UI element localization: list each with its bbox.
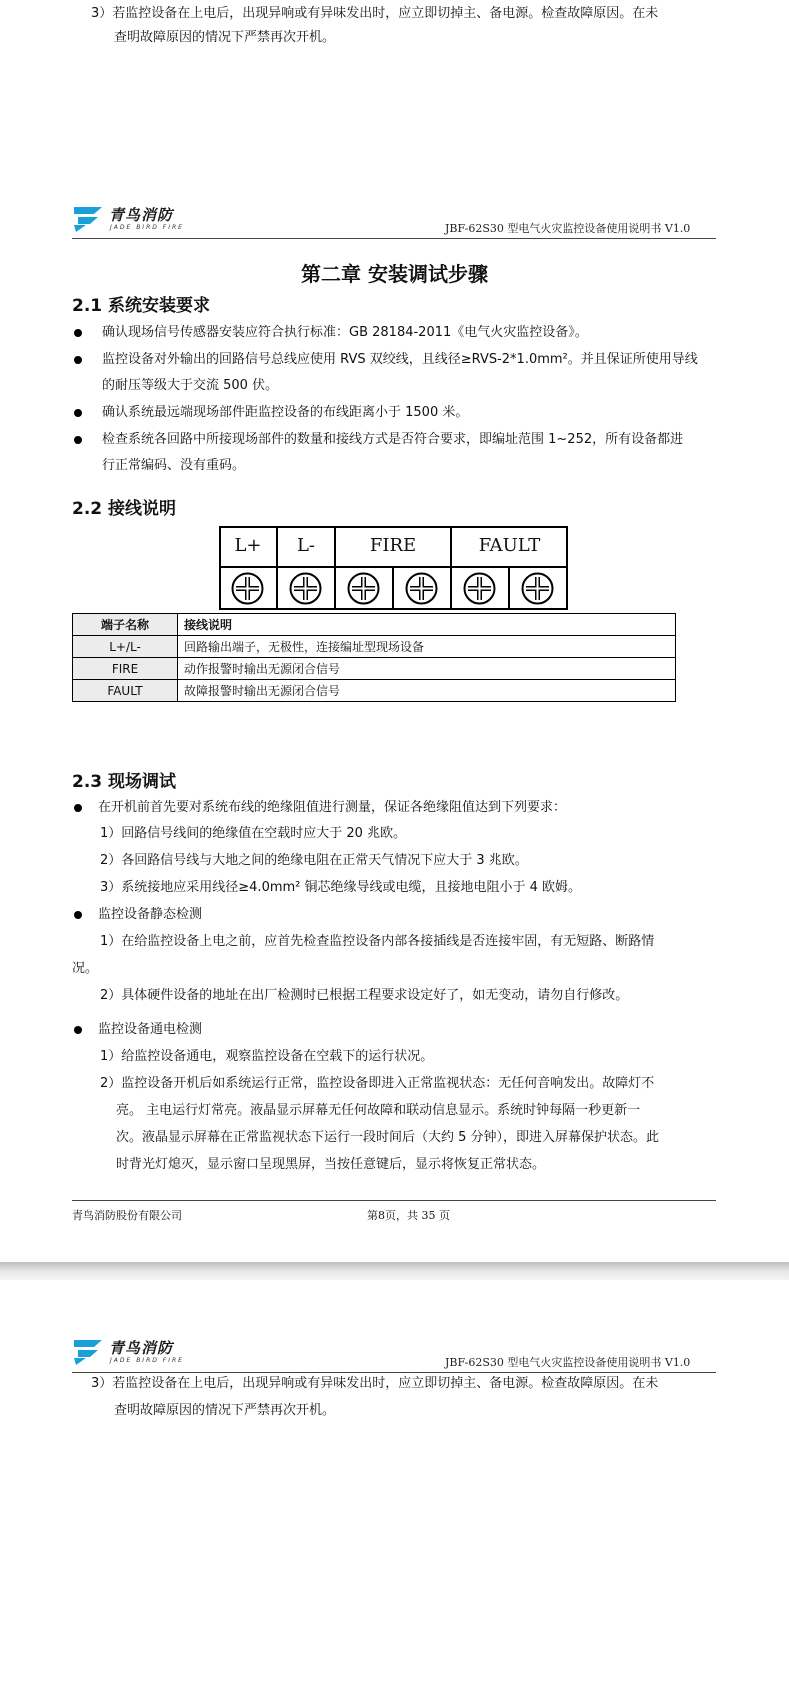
- table-cell: FAULT: [73, 680, 178, 702]
- debug-item-1-3: 3）系统接地应采用线径≥4.0mm² 铜芯绝缘导线或电缆，且接地电阻小于 4 欧姆。: [100, 880, 582, 895]
- terminal-divider: [508, 566, 510, 610]
- install-item-2-line-1: 监控设备对外输出的回路信号总线应使用 RVS 双绞线，且线径≥RVS-2*1.0mm²。并且保证所使用导线: [102, 352, 698, 367]
- screw-terminal-icon: [231, 572, 264, 605]
- install-item-4-line-1: 检查系统各回路中所接现场部件的数量和接线方式是否符合要求，即编址范围 1~252，所有设备都进: [102, 432, 684, 447]
- screw-terminal-icon: [347, 572, 380, 605]
- footer-company: 青鸟消防股份有限公司: [72, 1209, 182, 1222]
- top-fragment-line-1: 3）若监控设备在上电后，出现异响或有异味发出时，应立即切掉主、备电源。检查故障原因。在未: [91, 6, 659, 21]
- logo-en-text: JADE BIRD FIRE: [110, 224, 184, 231]
- bullet-dot: [74, 1026, 82, 1034]
- install-item-2-line-2: 的耐压等级大于交流 500 伏。: [102, 378, 279, 393]
- table-header-row: [73, 614, 676, 636]
- install-item-4-line-2: 行正常编码、没有重码。: [102, 458, 246, 473]
- bullet-dot: [74, 409, 82, 417]
- bird-logo-icon: [72, 203, 106, 233]
- table-cell: 动作报警时输出无源闭合信号: [178, 658, 676, 680]
- chapter-title: 第二章 安装调试步骤: [301, 262, 488, 286]
- debug-item-3-2-line-4: 时背光灯熄灭，显示窗口呈现黑屏，当按任意键后，显示将恢复正常状态。: [116, 1157, 546, 1172]
- debug-bullet-1: 在开机前首先要对系统布线的绝缘阻值进行测量，保证各绝缘阻值达到下列要求：: [98, 800, 567, 815]
- screw-terminal-icon: [521, 572, 554, 605]
- bullet-dot: [74, 911, 82, 919]
- footer-rule: [72, 1200, 716, 1201]
- logo-cn-text: 青鸟消防: [109, 1339, 174, 1357]
- screw-terminal-icon: [405, 572, 438, 605]
- debug-item-3-2-line-1: 2）监控设备开机后如系统运行正常，监控设备即进入正常监视状态：无任何音响发出。故障灯不: [100, 1076, 655, 1091]
- terminal-label-l-plus: L+: [234, 535, 262, 556]
- table-header-cell: 接线说明: [178, 614, 676, 636]
- header-rule: [72, 238, 716, 239]
- bullet-dot: [74, 436, 82, 444]
- next-page-line-2: 查明故障原因的情况下严禁再次开机。: [114, 1403, 336, 1418]
- debug-bullet-3: 监控设备通电检测: [98, 1022, 203, 1037]
- logo-cn-text: 青鸟消防: [109, 206, 174, 224]
- table-cell: 回路输出端子，无极性，连接编址型现场设备: [178, 636, 676, 658]
- debug-item-2-1-cont: 况。: [72, 961, 99, 976]
- top-fragment-line-2: 查明故障原因的情况下严禁再次开机。: [114, 30, 336, 45]
- wiring-table: [72, 613, 676, 702]
- debug-bullet-2: 监控设备静态检测: [98, 907, 203, 922]
- terminal-label-fault: FAULT: [478, 535, 541, 556]
- next-page-line-1: 3）若监控设备在上电后，出现异响或有异味发出时，应立即切掉主、备电源。检查故障原因。在未: [91, 1376, 659, 1391]
- terminal-divider: [392, 566, 394, 610]
- debug-item-3-2-line-3: 次。液晶显示屏幕在正常监视状态下运行一段时间后（大约 5 分钟），即进入屏幕保护状态。此: [116, 1130, 660, 1145]
- terminal-block-diagram: [219, 526, 568, 610]
- screw-terminal-icon: [289, 572, 322, 605]
- section-2-1-title: 2.1 系统安装要求: [72, 296, 211, 316]
- page-separator: [0, 1262, 789, 1280]
- install-item-1: 确认现场信号传感器安装应符合执行标准：GB 28184-2011《电气火灾监控设备》。: [102, 325, 588, 340]
- table-cell: 故障报警时输出无源闭合信号: [178, 680, 676, 702]
- table-row: [73, 636, 676, 658]
- bullet-dot: [74, 804, 82, 812]
- logo-en-text: JADE BIRD FIRE: [110, 1357, 184, 1364]
- document-title: JBF-62S30 型电气火灾监控设备使用说明书 V1.0: [445, 1356, 691, 1369]
- bird-logo-icon: [72, 1336, 106, 1366]
- table-header-cell: 端子名称: [73, 614, 178, 636]
- terminal-label-fire: FIRE: [369, 535, 417, 556]
- install-item-3: 确认系统最远端现场部件距监控设备的布线距离小于 1500 米。: [102, 405, 469, 420]
- bullet-dot: [74, 356, 82, 364]
- table-row: [73, 680, 676, 702]
- debug-item-1-1: 1）回路信号线间的绝缘值在空载时应大于 20 兆欧。: [100, 826, 407, 841]
- debug-item-3-1: 1）给监控设备通电，观察监控设备在空载下的运行状况。: [100, 1049, 434, 1064]
- debug-item-1-2: 2）各回路信号线与大地之间的绝缘电阻在正常天气情况下应大于 3 兆欧。: [100, 853, 528, 868]
- document-title: JBF-62S30 型电气火灾监控设备使用说明书 V1.0: [445, 222, 691, 235]
- debug-item-3-2-line-2: 亮。 主电运行灯常亮。液晶显示屏幕无任何故障和联动信息显示。系统时钟每隔一秒更新一: [116, 1103, 641, 1118]
- footer-page-number: 第8页，共 35 页: [367, 1209, 450, 1222]
- section-2-2-title: 2.2 接线说明: [72, 499, 177, 519]
- debug-item-2-2: 2）具体硬件设备的地址在出厂检测时已根据工程要求设定好了，如无变动，请勿自行修改。: [100, 988, 629, 1003]
- bullet-dot: [74, 329, 82, 337]
- terminal-label-l-minus: L-: [296, 535, 316, 556]
- screw-terminal-icon: [463, 572, 496, 605]
- debug-item-2-1: 1）在给监控设备上电之前，应首先检查监控设备内部各接插线是否连接牢固，有无短路、断路情: [100, 934, 655, 949]
- company-logo: [72, 1336, 212, 1366]
- table-row: [73, 658, 676, 680]
- company-logo: [72, 203, 212, 233]
- table-cell: L+/L-: [73, 636, 178, 658]
- table-cell: FIRE: [73, 658, 178, 680]
- section-2-3-title: 2.3 现场调试: [72, 772, 177, 792]
